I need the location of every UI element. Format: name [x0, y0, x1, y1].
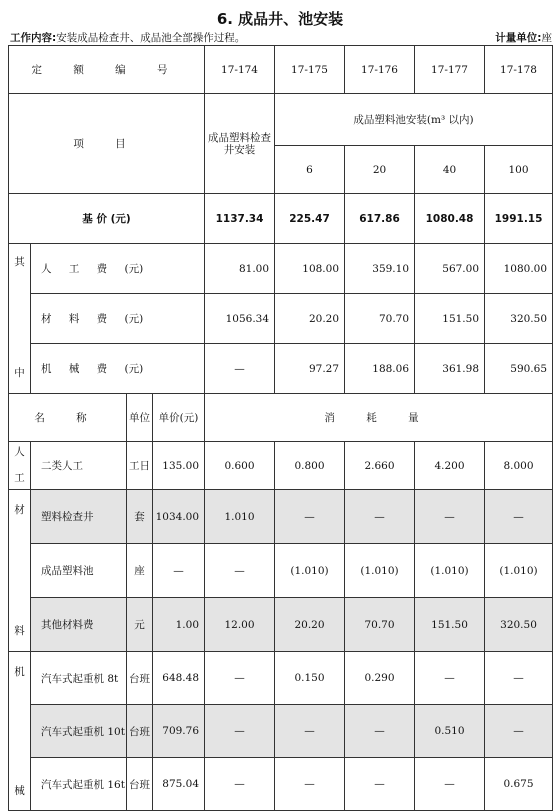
resource-price: 1034.00 [153, 490, 205, 544]
unit-header: 单位 [127, 394, 153, 442]
cost-cell: 590.65 [485, 344, 553, 394]
quota-code-row [9, 46, 553, 94]
amount-cell: — [485, 490, 553, 544]
cost-row [9, 244, 553, 294]
cost-cell: 361.98 [415, 344, 485, 394]
amount-cell: 2.660 [345, 442, 415, 490]
measure-unit-value: 座 [541, 32, 552, 44]
amount-cell: 20.20 [275, 598, 345, 652]
cost-cell: 359.10 [345, 244, 415, 294]
resource-price: — [153, 544, 205, 598]
cost-group-bottom: 中 [14, 367, 25, 379]
cost-cell: 97.27 [275, 344, 345, 394]
base-price-row [9, 194, 553, 244]
consumption-header-row [9, 394, 553, 442]
amount-cell: 1.010 [205, 490, 275, 544]
material-group-char: 料 [14, 625, 25, 637]
cost-cell: 188.06 [345, 344, 415, 394]
machine-row [9, 705, 553, 758]
size-cell: 6 [275, 146, 345, 194]
code-cell: 17-176 [345, 46, 415, 94]
amount-cell: 0.290 [345, 652, 415, 705]
amount-cell: (1.010) [275, 544, 345, 598]
amount-cell: 0.510 [415, 705, 485, 758]
resource-name: 汽车式起重机 8t [31, 652, 127, 705]
cost-cell: — [205, 344, 275, 394]
amount-cell: 0.150 [275, 652, 345, 705]
code-cell: 17-178 [485, 46, 553, 94]
cost-label: 材 料 费 (元) [31, 294, 205, 344]
cost-row [9, 344, 553, 394]
base-price-cell: 1080.48 [415, 194, 485, 244]
machine-group-label [9, 652, 31, 811]
quota-no-label: 定 额 编 号 [9, 46, 205, 94]
cost-cell: 70.70 [345, 294, 415, 344]
item-header-row [9, 94, 553, 146]
amount-cell: — [275, 758, 345, 811]
measure-unit [495, 30, 552, 45]
work-content [10, 30, 245, 45]
amount-cell: 151.50 [415, 598, 485, 652]
base-price-cell: 1137.34 [205, 194, 275, 244]
code-cell: 17-177 [415, 46, 485, 94]
resource-unit: 元 [127, 598, 153, 652]
machine-group-char: 械 [14, 785, 25, 797]
resource-name: 二类人工 [31, 442, 127, 490]
amount-cell: 0.800 [275, 442, 345, 490]
amount-cell: — [485, 705, 553, 758]
resource-unit: 台班 [127, 758, 153, 811]
resource-name: 成品塑料池 [31, 544, 127, 598]
quota-table [8, 45, 553, 811]
amount-cell: — [275, 705, 345, 758]
machine-row [9, 758, 553, 811]
cost-group-label [9, 244, 31, 394]
material-row [9, 490, 553, 544]
amount-cell: (1.010) [345, 544, 415, 598]
measure-unit-label: 计量单位: [495, 32, 542, 44]
cost-group-top: 其 [14, 256, 25, 268]
resource-name: 汽车式起重机 10t [31, 705, 127, 758]
amount-cell: — [205, 705, 275, 758]
labor-group-label [9, 442, 31, 490]
amount-cell: 4.200 [415, 442, 485, 490]
base-price-cell: 1991.15 [485, 194, 553, 244]
col1-name: 成品塑料检查井安装 [205, 94, 275, 194]
machine-group-char: 机 [14, 666, 25, 678]
base-price-label: 基 价 (元) [9, 194, 205, 244]
price-header: 单价(元) [153, 394, 205, 442]
cost-label: 机 械 费 (元) [31, 344, 205, 394]
amount-cell: — [345, 705, 415, 758]
work-content-label: 工作内容: [10, 32, 57, 44]
material-row [9, 544, 553, 598]
amount-cell: — [345, 758, 415, 811]
amount-cell: 320.50 [485, 598, 553, 652]
amount-cell: 70.70 [345, 598, 415, 652]
amount-cell: — [485, 652, 553, 705]
resource-unit: 台班 [127, 705, 153, 758]
cost-cell: 151.50 [415, 294, 485, 344]
base-price-cell: 225.47 [275, 194, 345, 244]
cost-cell: 1080.00 [485, 244, 553, 294]
amount-cell: (1.010) [485, 544, 553, 598]
labor-row [9, 442, 553, 490]
amount-header: 消 耗 量 [205, 394, 553, 442]
labor-group-char: 人 [14, 446, 25, 458]
cost-label: 人 工 费 (元) [31, 244, 205, 294]
resource-price: 135.00 [153, 442, 205, 490]
size-cell: 40 [415, 146, 485, 194]
resource-name: 汽车式起重机 16t [31, 758, 127, 811]
resource-unit: 座 [127, 544, 153, 598]
resource-unit: 台班 [127, 652, 153, 705]
resource-price: 1.00 [153, 598, 205, 652]
name-header: 名 称 [9, 394, 127, 442]
material-row [9, 598, 553, 652]
cost-row [9, 294, 553, 344]
labor-group-char: 工 [14, 472, 25, 484]
size-cell: 20 [345, 146, 415, 194]
resource-name: 塑料检查井 [31, 490, 127, 544]
resource-price: 648.48 [153, 652, 205, 705]
amount-cell: — [205, 652, 275, 705]
material-group-char: 材 [14, 504, 25, 516]
resource-price: 875.04 [153, 758, 205, 811]
amount-cell: — [415, 490, 485, 544]
amount-cell: — [415, 758, 485, 811]
amount-cell: (1.010) [415, 544, 485, 598]
amount-cell: — [275, 490, 345, 544]
resource-unit: 套 [127, 490, 153, 544]
machine-row [9, 652, 553, 705]
code-cell: 17-175 [275, 46, 345, 94]
base-price-cell: 617.86 [345, 194, 415, 244]
page-title: 6. 成品井、池安装 [216, 10, 344, 28]
cost-cell: 320.50 [485, 294, 553, 344]
group-name: 成品塑料池安装(m³ 以内) [275, 94, 553, 146]
code-cell: 17-174 [205, 46, 275, 94]
cost-cell: 1056.34 [205, 294, 275, 344]
cost-cell: 108.00 [275, 244, 345, 294]
resource-price: 709.76 [153, 705, 205, 758]
amount-cell: — [345, 490, 415, 544]
cost-cell: 567.00 [415, 244, 485, 294]
size-cell: 100 [485, 146, 553, 194]
amount-cell: 12.00 [205, 598, 275, 652]
work-content-text: 安装成品检查井、成品池全部操作过程。 [56, 32, 246, 44]
amount-cell: — [205, 758, 275, 811]
amount-cell: 0.675 [485, 758, 553, 811]
amount-cell: — [205, 544, 275, 598]
cost-cell: 81.00 [205, 244, 275, 294]
material-group-label [9, 490, 31, 652]
cost-cell: 20.20 [275, 294, 345, 344]
amount-cell: 0.600 [205, 442, 275, 490]
amount-cell: 8.000 [485, 442, 553, 490]
resource-unit: 工日 [127, 442, 153, 490]
amount-cell: — [415, 652, 485, 705]
resource-name: 其他材料费 [31, 598, 127, 652]
item-label: 项 目 [9, 94, 205, 194]
